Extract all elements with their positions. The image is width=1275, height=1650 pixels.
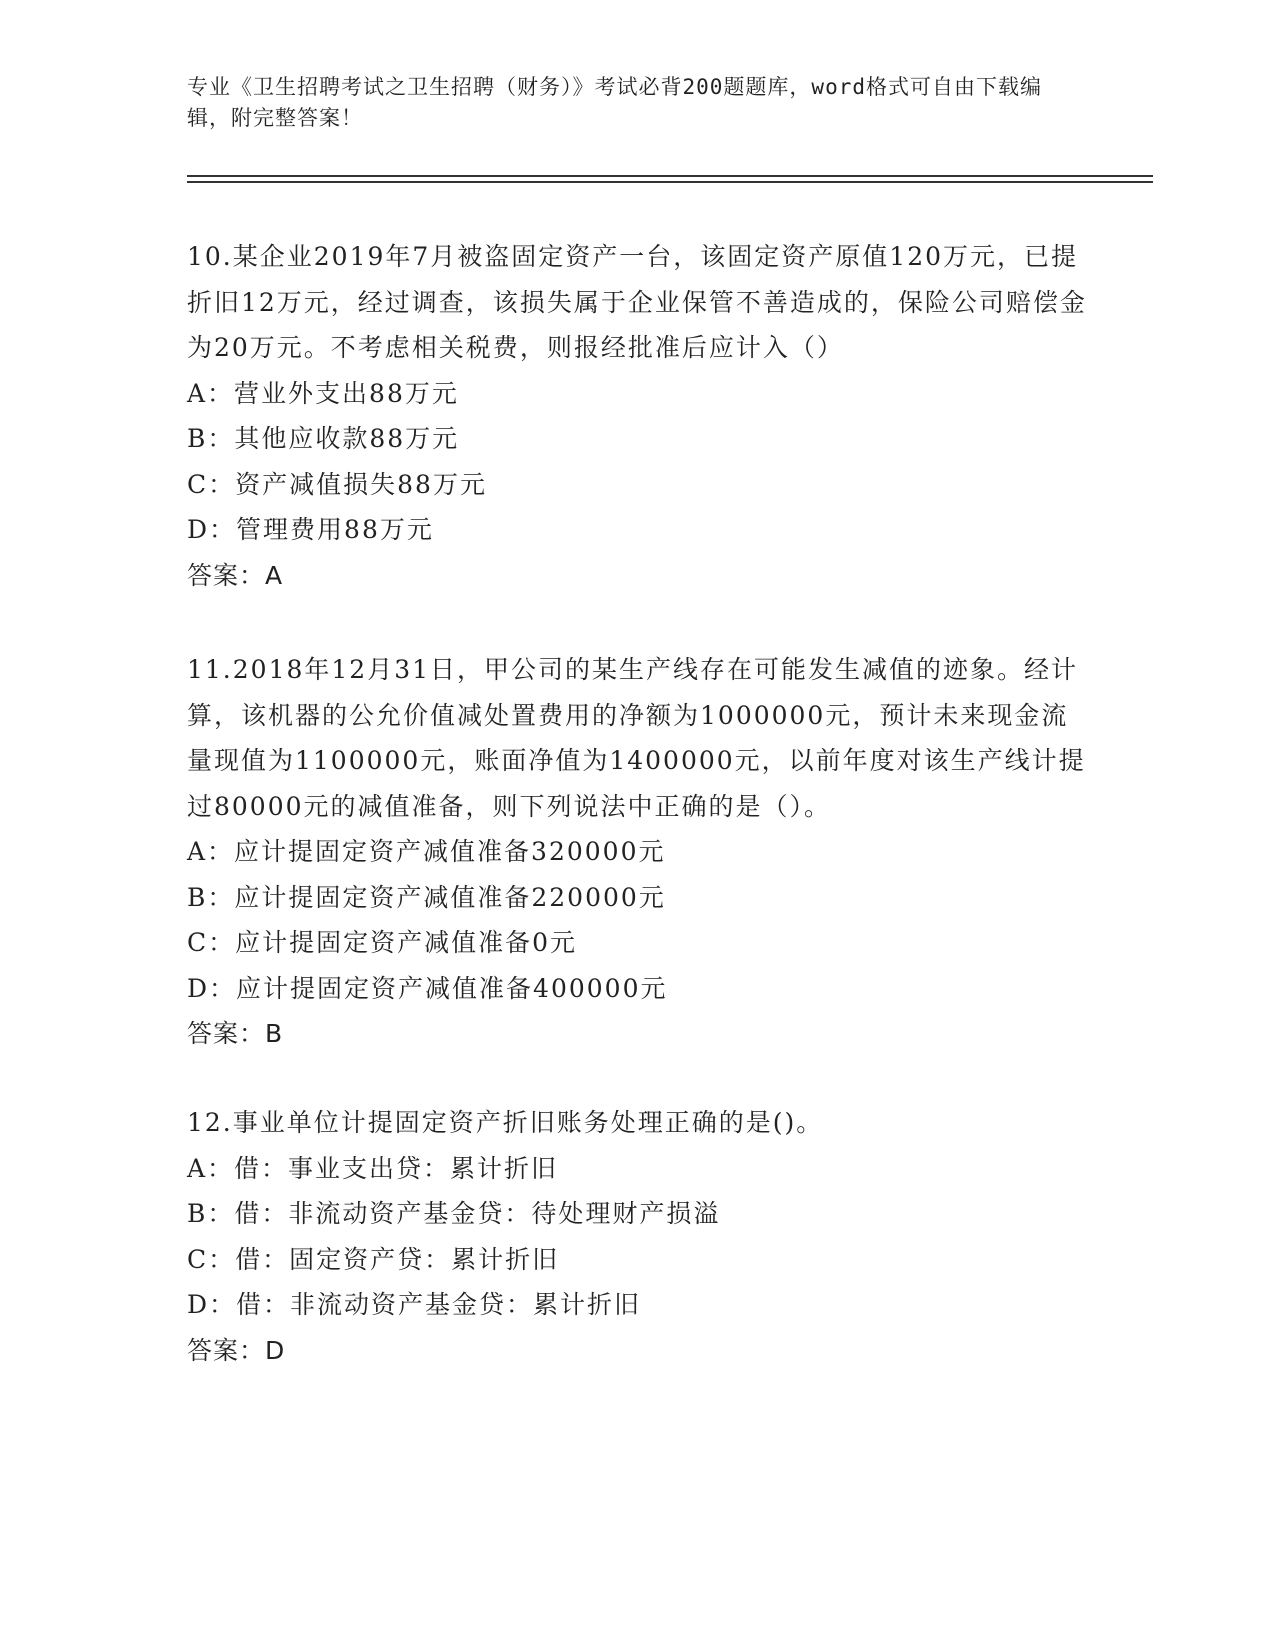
header-divider-top: [187, 175, 1153, 177]
question-10: [187, 234, 1087, 598]
question-stem: 12.事业单位计提固定资产折旧账务处理正确的是()。: [187, 1108, 824, 1137]
option-c: C：借：固定资产贷：累计折旧: [187, 1244, 560, 1274]
option-d: D：应计提固定资产减值准备400000元: [187, 973, 668, 1003]
option-c: C：资产减值损失88万元: [187, 469, 487, 499]
option-d: D：管理费用88万元: [187, 515, 434, 544]
option-a: A：借：事业支出贷：累计折旧: [187, 1153, 559, 1183]
option-b: B：应计提固定资产减值准备220000元: [187, 882, 666, 912]
option-d: D：借：非流动资产基金贷：累计折旧: [187, 1290, 642, 1319]
option-a: A：营业外支出88万元: [187, 378, 459, 408]
answer: 答案：B: [187, 1019, 284, 1048]
option-a: A：应计提固定资产减值准备320000元: [187, 837, 666, 866]
option-b: B：其他应收款88万元: [187, 424, 460, 453]
question-stem: 11.2018年12月31日，甲公司的某生产线存在可能发生减值的迹象。经计算，该机器的公允价值减处置费用的净额为1000000元，预计未来现金流量现值为1100000元，账面净值为1400000元，以前年度对该生产线计提过80000元的减值准备，则下列说法中正确的是（）。: [187, 655, 1086, 821]
option-c: C：应计提固定资产减值准备0元: [187, 928, 578, 957]
answer: 答案：A: [187, 560, 284, 590]
question-stem: 10.某企业2019年7月被盗固定资产一台，该固定资产原值120万元，已提折旧12万元，经过调查，该损失属于企业保管不善造成的，保险公司赔偿金为20万元。不考虑相关税费，则报经批准后应计入（）: [187, 242, 1087, 362]
question-11: [187, 647, 1087, 1057]
header-intro-text: 专业《卫生招聘考试之卫生招聘（财务）》考试必背200题题库，word格式可自由下载编辑，附完整答案！: [187, 75, 1042, 130]
answer: 答案：D: [187, 1335, 286, 1365]
header-divider-bottom: [187, 181, 1153, 183]
option-b: B：借：非流动资产基金贷：待处理财产损溢: [187, 1199, 721, 1228]
question-12: [187, 1100, 1087, 1373]
